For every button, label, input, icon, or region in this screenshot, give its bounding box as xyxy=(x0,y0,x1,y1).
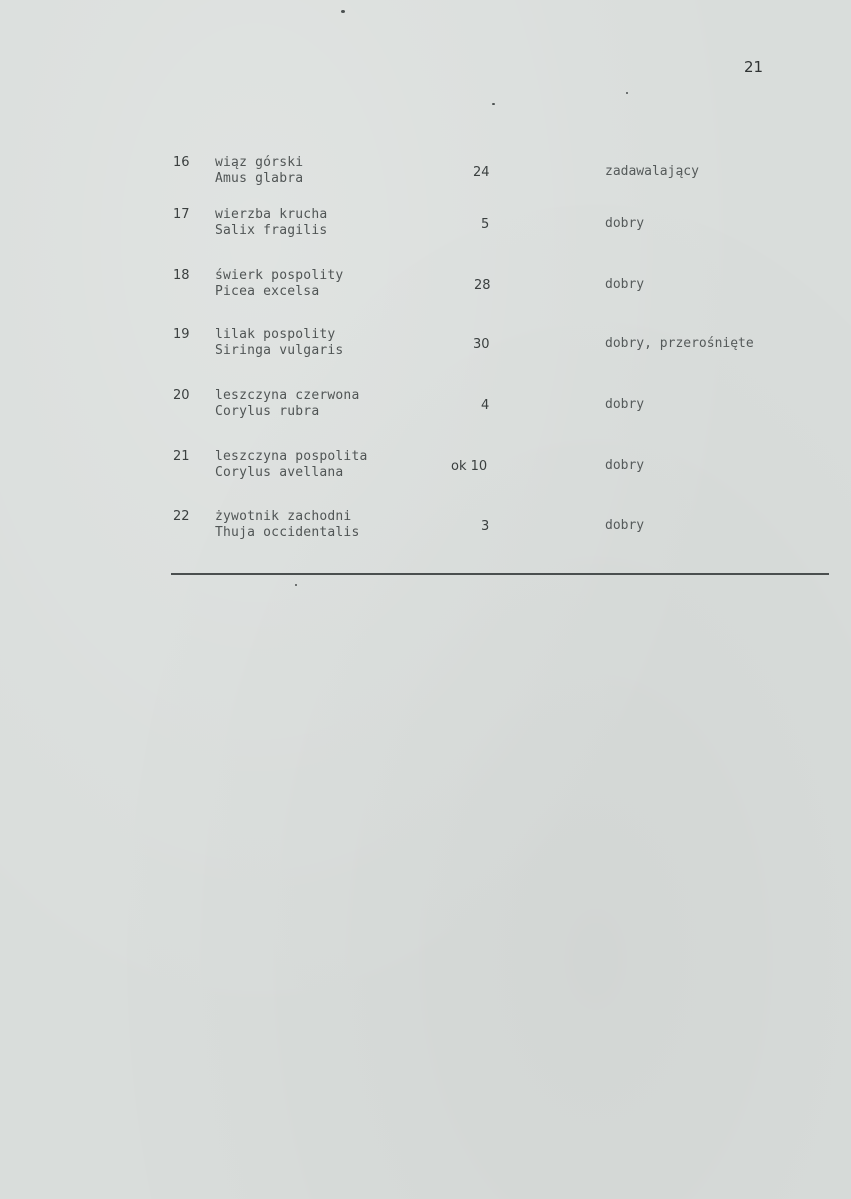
row-number: 21 xyxy=(173,449,190,464)
tree-count: ok 10 xyxy=(451,459,488,474)
table-row xyxy=(0,449,851,489)
condition: dobry xyxy=(605,458,645,473)
latin-name: Picea excelsa xyxy=(215,284,320,299)
tree-count: 4 xyxy=(481,398,490,413)
polish-name: leszczyna czerwona xyxy=(215,388,360,403)
latin-name: Siringa vulgaris xyxy=(215,343,344,358)
condition: zadawalający xyxy=(605,164,699,179)
table-row xyxy=(0,155,851,195)
polish-name: leszczyna pospolita xyxy=(215,449,368,464)
species-names xyxy=(215,207,327,239)
latin-name: Salix fragilis xyxy=(215,223,328,238)
page-number: 21 xyxy=(744,58,764,76)
polish-name: lilak pospolity xyxy=(215,327,336,342)
row-number: 20 xyxy=(173,388,190,403)
tree-count: 30 xyxy=(473,337,490,352)
species-names xyxy=(215,268,343,300)
row-number: 18 xyxy=(173,268,190,283)
condition: dobry xyxy=(605,277,645,292)
polish-name: wierzba krucha xyxy=(215,207,328,222)
species-names xyxy=(215,388,359,420)
latin-name: Amus glabra xyxy=(215,171,304,186)
condition: dobry, przerośnięte xyxy=(605,336,754,351)
paper-speck xyxy=(295,584,297,586)
polish-name: świerk pospolity xyxy=(215,268,344,283)
table-row xyxy=(0,388,851,428)
condition: dobry xyxy=(605,216,645,231)
species-names xyxy=(215,509,359,541)
tree-count: 24 xyxy=(473,165,490,180)
tree-count: 5 xyxy=(481,217,490,232)
row-number: 17 xyxy=(173,207,190,222)
species-names xyxy=(215,327,343,359)
table-row xyxy=(0,509,851,549)
row-number: 19 xyxy=(173,327,190,342)
latin-name: Corylus avellana xyxy=(215,465,344,480)
paper-speck xyxy=(341,10,345,13)
table-row xyxy=(0,327,851,367)
paper-speck xyxy=(626,92,628,94)
species-names xyxy=(215,155,303,187)
latin-name: Thuja occidentalis xyxy=(215,525,360,540)
polish-name: żywotnik zachodni xyxy=(215,509,352,524)
tree-count: 28 xyxy=(474,278,491,293)
latin-name: Corylus rubra xyxy=(215,404,320,419)
table-row xyxy=(0,207,851,247)
row-number: 16 xyxy=(173,155,190,170)
paper-speck xyxy=(492,103,495,105)
polish-name: wiąz górski xyxy=(215,155,304,170)
table-bottom-rule xyxy=(171,573,829,575)
table-row xyxy=(0,268,851,308)
condition: dobry xyxy=(605,518,645,533)
row-number: 22 xyxy=(173,509,190,524)
condition: dobry xyxy=(605,397,645,412)
tree-count: 3 xyxy=(481,519,490,534)
species-names xyxy=(215,449,368,481)
